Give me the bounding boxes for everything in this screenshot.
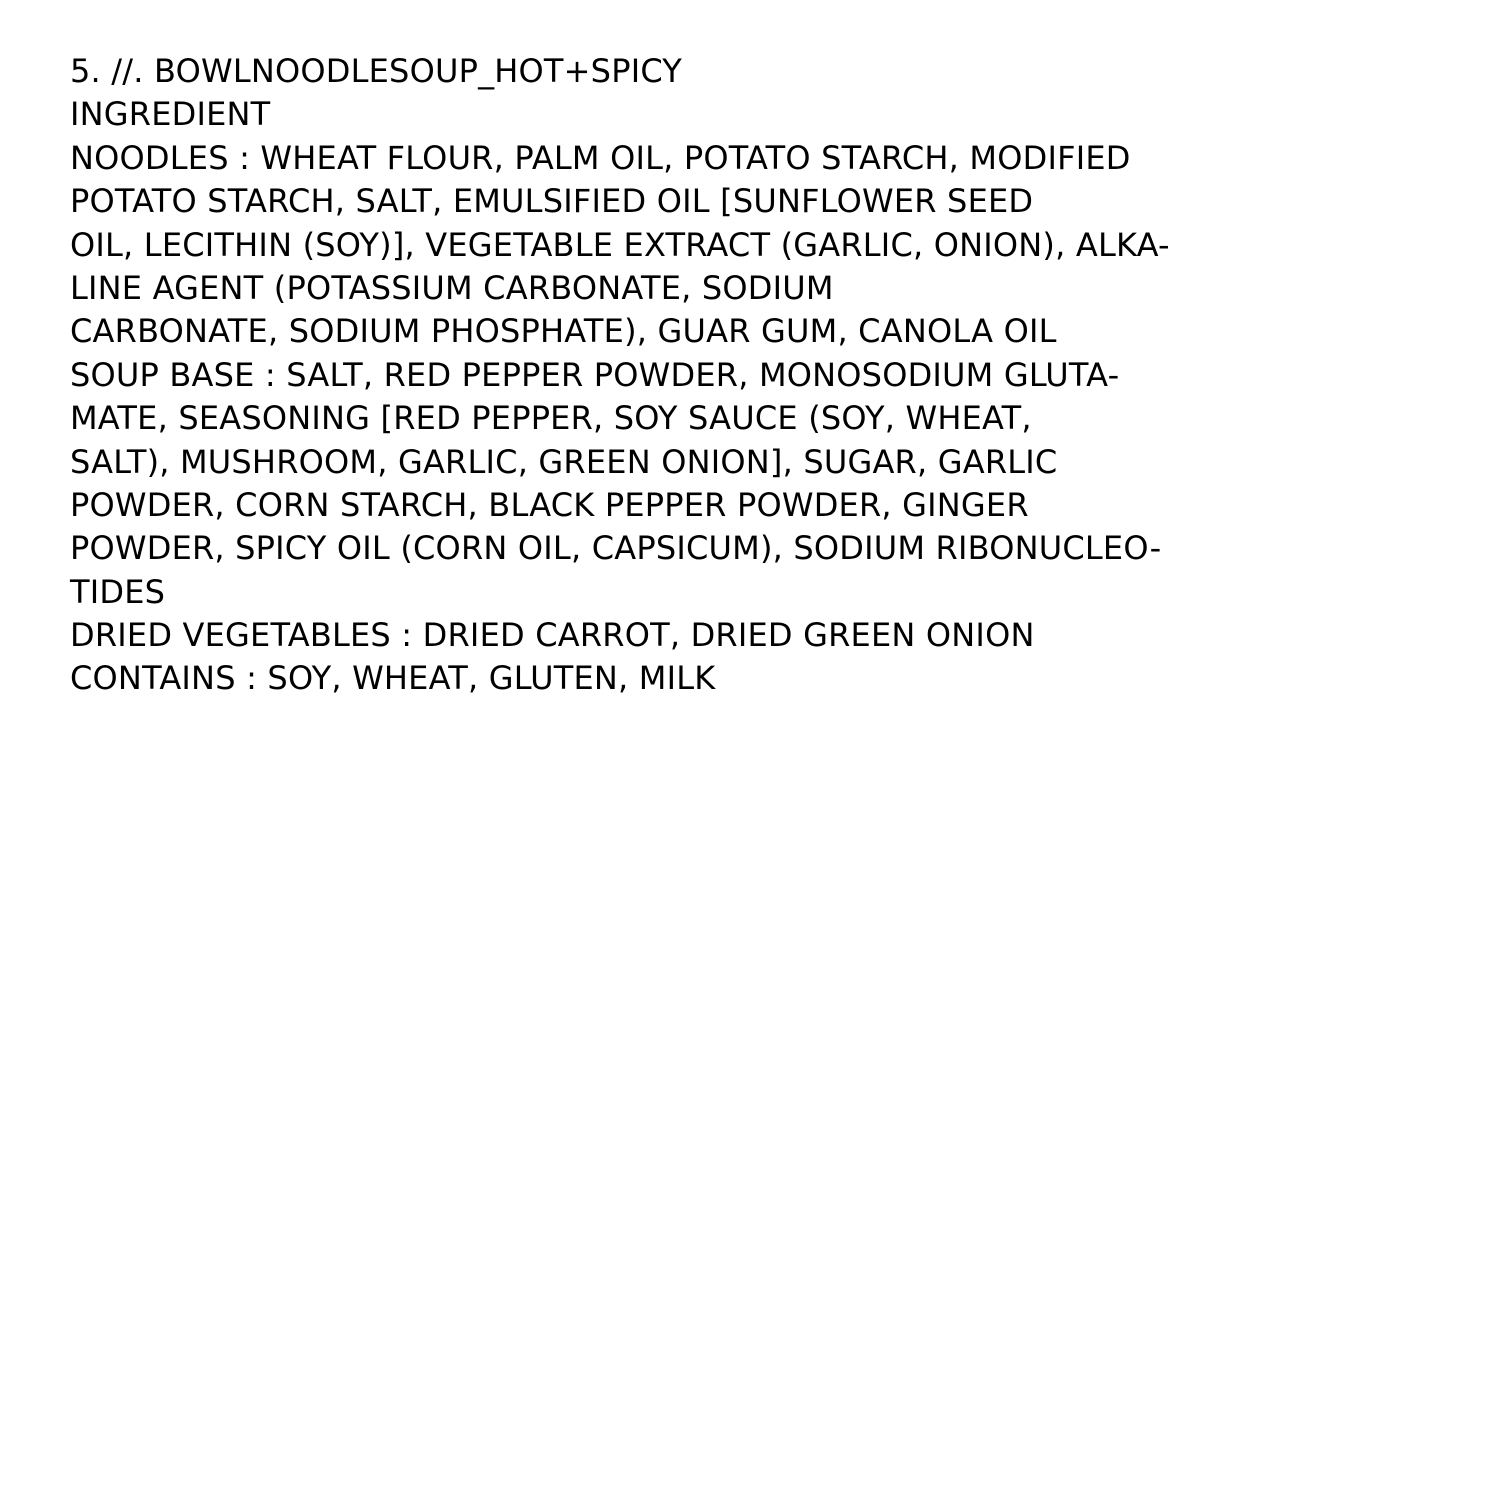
soup-base-line: MATE, SEASONING [RED PEPPER, SOY SAUCE (SOY, WHEAT,	[70, 399, 1032, 438]
section-heading-ingredient: INGREDIENT	[70, 95, 271, 134]
allergen-contains-line: CONTAINS : SOY, WHEAT, GLUTEN, MILK	[70, 659, 716, 698]
soup-base-line: POWDER, SPICY OIL (CORN OIL, CAPSICUM), SODIUM RIBONUCLEO-	[70, 529, 1162, 568]
ingredient-label	[70, 50, 1470, 701]
soup-base-line: SOUP BASE : SALT, RED PEPPER POWDER, MONOSODIUM GLUTA-	[70, 355, 1120, 394]
soup-base-line: TIDES	[70, 572, 166, 611]
soup-base-line: POWDER, CORN STARCH, BLACK PEPPER POWDER, GINGER	[70, 485, 1029, 524]
noodles-line: POTATO STARCH, SALT, EMULSIFIED OIL [SUNFLOWER SEED	[70, 182, 1034, 221]
noodles-line: CARBONATE, SODIUM PHOSPHATE), GUAR GUM, CANOLA OIL	[70, 312, 1057, 351]
noodles-line: OIL, LECITHIN (SOY)], VEGETABLE EXTRACT (GARLIC, ONION), ALKA-	[70, 225, 1170, 264]
dried-vegetables-line: DRIED VEGETABLES : DRIED CARROT, DRIED GREEN ONION	[70, 616, 1035, 655]
product-title: 5. //. BOWLNOODLESOUP_HOT+SPICY	[70, 52, 683, 90]
noodles-line: LINE AGENT (POTASSIUM CARBONATE, SODIUM	[70, 268, 834, 307]
soup-base-line: SALT), MUSHROOM, GARLIC, GREEN ONION], SUGAR, GARLIC	[70, 442, 1058, 481]
noodles-line: NOODLES : WHEAT FLOUR, PALM OIL, POTATO STARCH, MODIFIED	[70, 138, 1131, 177]
